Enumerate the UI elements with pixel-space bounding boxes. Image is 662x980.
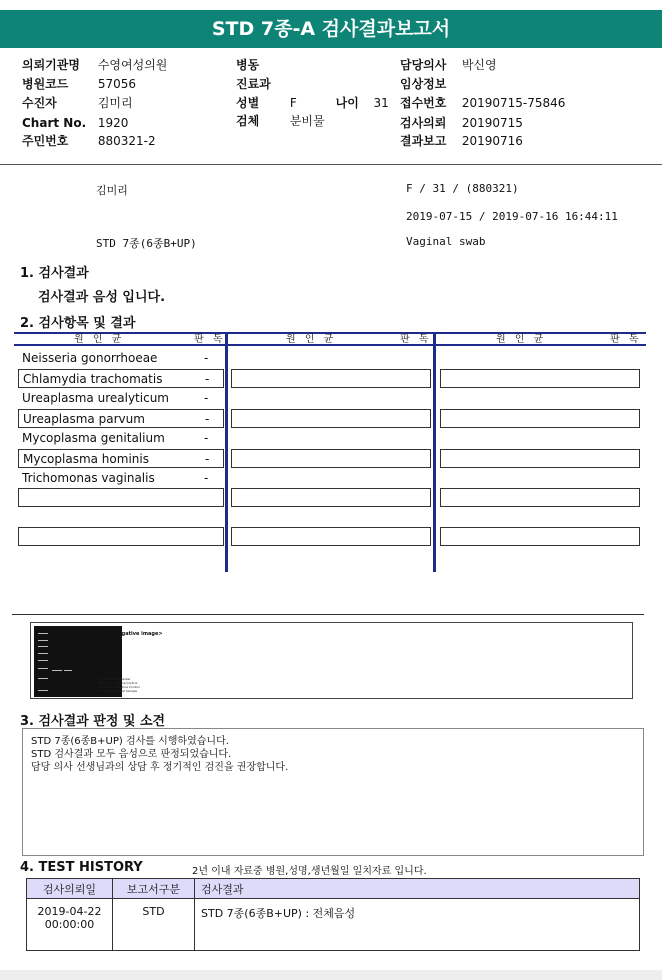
gel-image-frame [30,622,633,699]
col-pathogen-1: 원 인 균 [74,334,125,345]
age-label: 나이 [335,96,359,110]
history-time: 00:00:00 [44,918,95,931]
pathogen-result: - [205,372,210,386]
ward-row [236,56,259,74]
pathogen-result: - [205,452,210,466]
opinion-box [22,728,644,856]
reported-value: 20190716 [461,134,523,148]
result-summary: 검사결과 음성 입니다. [38,290,166,305]
pathogen-result: - [204,391,209,405]
history-header-date: 검사의뢰일 [27,879,113,899]
receipt-label: 접수번호 [400,96,447,110]
dept-row [236,75,271,93]
empty-cell [440,369,640,388]
grid-header [14,332,646,346]
scan-sex-age: F / 31 / (880321) [406,182,519,195]
clinical-label: 임상정보 [400,77,447,91]
empty-cell [18,488,224,507]
hospital-label: 의뢰기관명 [22,58,80,72]
grid-divider-2 [433,332,436,572]
hospital-row [22,56,167,74]
history-header-result: 검사결과 [195,879,640,899]
history-result: STD 7종(6종B+UP) : 전체음성 [195,899,640,951]
opinion-line: STD 검사결과 모두 음성으로 판정되었습니다. [31,749,232,760]
info-divider [0,164,662,165]
col-result-1: 판 독 [194,334,226,345]
empty-cell [231,488,431,507]
col-pathogen-2: 원 인 균 [286,334,337,345]
pathogen-name: Neisseria gonorrhoeae [22,351,158,365]
history-type: STD [113,899,195,951]
empty-cell [231,369,431,388]
sex-label: 성별 [236,96,260,110]
requested-row [400,114,523,132]
code-row [22,75,136,93]
chart-row [22,114,128,132]
empty-cell [18,527,224,546]
gel-legend: Lane NC : Negative Control [99,685,140,689]
scan-specimen: Vaginal swab [406,235,486,248]
pathogen-name: Chlamydia trachomatis [23,372,163,386]
sex-value: F [289,96,297,110]
grid-row [18,449,224,468]
report-title: STD 7종-A 검사결과보고서 [0,10,662,48]
gel-caption: <STD Negative image> [97,631,163,637]
rrn-value: 880321-2 [97,134,156,148]
dept-label: 진료과 [236,77,271,91]
specimen-label: 검체 [236,114,260,128]
empty-cell [231,449,431,468]
clinical-row [400,75,446,93]
empty-cell [440,527,640,546]
rrn-label: 주민번호 [22,134,69,148]
chart-label: Chart No. [22,116,87,130]
patient-row [22,94,133,112]
gel-legend: Lane PC : Positive Control [99,681,138,685]
doctor-value: 박신영 [461,58,497,72]
grid-row [18,369,224,388]
receipt-value: 20190715-75846 [461,96,566,110]
gel-legend: Lane SC : Clinical Sample [99,689,138,693]
pathogen-name: Mycoplasma hominis [23,452,149,466]
doctor-row [400,56,497,74]
col-result-2: 판 독 [400,334,432,345]
doctor-label: 담당의사 [400,58,447,72]
pathogen-name: Ureaplasma parvum [23,412,145,426]
history-note: 2년 이내 자료중 병원,성명,생년월일 일치자료 입니다. [192,866,427,877]
table-row [27,899,640,951]
opinion-line: 담당 의사 선생님과의 상담 후 정기적인 검진을 권장합니다. [31,762,289,773]
section-4-title: 4. TEST HISTORY [20,860,143,875]
col-result-3: 판 독 [610,334,642,345]
section-2-title: 2. 검사항목 및 결과 [20,316,136,331]
divider [12,614,644,615]
pathogen-name: Trichomonas vaginalis [22,471,155,485]
pathogen-name: Mycoplasma genitalium [22,431,165,445]
empty-cell [440,409,640,428]
chart-value: 1920 [97,116,129,130]
col-pathogen-3: 원 인 균 [496,334,547,345]
opinion-line: STD 7종(6종B+UP) 검사를 시행하였습니다. [31,736,229,747]
patient-value: 김미리 [97,96,133,110]
empty-cell [440,488,640,507]
scan-test: STD 7종(6종B+UP) [96,237,197,250]
empty-cell [231,527,431,546]
empty-cell [440,449,640,468]
footer-strip [0,970,662,980]
scan-name: 김미리 [96,184,128,197]
specimen-value: 분비물 [289,114,325,128]
sex-row [236,94,389,112]
patient-info [0,56,662,166]
grid-divider-1 [225,332,228,572]
pathogen-result: - [204,431,209,445]
requested-value: 20190715 [461,116,523,130]
ward-label: 병동 [236,58,260,72]
history-header-type: 보고서구분 [113,879,195,899]
scan-dates: 2019-07-15 / 2019-07-16 16:44:11 [406,210,618,223]
empty-cell [231,409,431,428]
grid-row [18,469,224,488]
history-table [26,878,640,951]
pathogen-result: - [205,412,210,426]
pathogen-name: Ureaplasma urealyticum [22,391,169,405]
code-value: 57056 [97,77,137,91]
receipt-row [400,94,565,112]
grid-row [18,429,224,448]
requested-label: 검사의뢰 [400,116,447,130]
rrn-row [22,132,156,150]
pathogen-result: - [204,471,209,485]
pathogen-result: - [204,351,209,365]
hospital-value: 수영여성의원 [97,58,168,72]
history-date-cell [27,899,113,951]
history-date: 2019-04-22 [37,905,102,918]
reported-label: 결과보고 [400,134,447,148]
section-1-title: 1. 검사결과 [20,266,89,281]
section-3-title: 3. 검사결과 판정 및 소견 [20,714,166,729]
reported-row [400,132,523,150]
grid-row [18,409,224,428]
patient-label: 수진자 [22,96,57,110]
grid-row [18,389,224,408]
grid-row [18,349,224,368]
code-label: 병원코드 [22,77,69,91]
specimen-row [236,112,325,130]
gel-legend: Lane M : Size marker [99,677,131,681]
age-value: 31 [373,96,389,110]
